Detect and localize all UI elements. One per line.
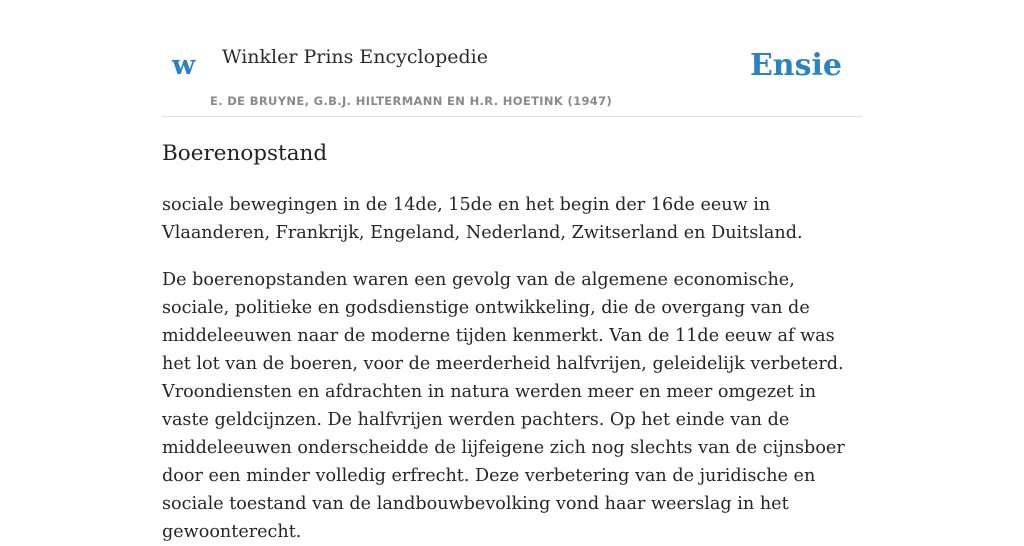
site-header <box>162 0 862 117</box>
article-title: Boerenopstand <box>162 141 328 166</box>
article <box>162 137 864 546</box>
authors-line: E. DE BRUYNE, G.B.J. HILTERMANN EN H.R. HOETINK (1947) <box>210 94 613 108</box>
logo-icon[interactable]: w <box>172 50 196 81</box>
article-paragraph: De boerenopstanden waren een gevolg van de algemene economische, sociale, politieke en godsdienstige ontwikkeling, die de overgang van de middeleeuwen naar de moderne tijden kenmerkt. Van de 11de eeuw af was het lot van de boeren, voor de meerderheid halfvrijen, geleidelijk verbeterd. Vroondiensten en afdrachten in natura werden meer en meer omgezet in vaste geldcijnzen. De halfvrijen werden pachters. Op het einde van de middeleeuwen onderscheidde de lijfeigene zich nog slechts van de cijnsboer door een minder volledig erfrecht. Deze verbetering van de juridische en sociale toestand van de landbouwbevolking vond haar weerslag in het gewoonterecht. <box>162 270 845 542</box>
brand-logo[interactable]: Ensie <box>749 48 842 83</box>
article-paragraph: sociale bewegingen in de 14de, 15de en het begin der 16de eeuw in Vlaanderen, Frankrijk, Engeland, Nederland, Zwitserland en Duitsland. <box>162 195 803 243</box>
site-title[interactable]: Winkler Prins Encyclopedie <box>222 46 488 68</box>
